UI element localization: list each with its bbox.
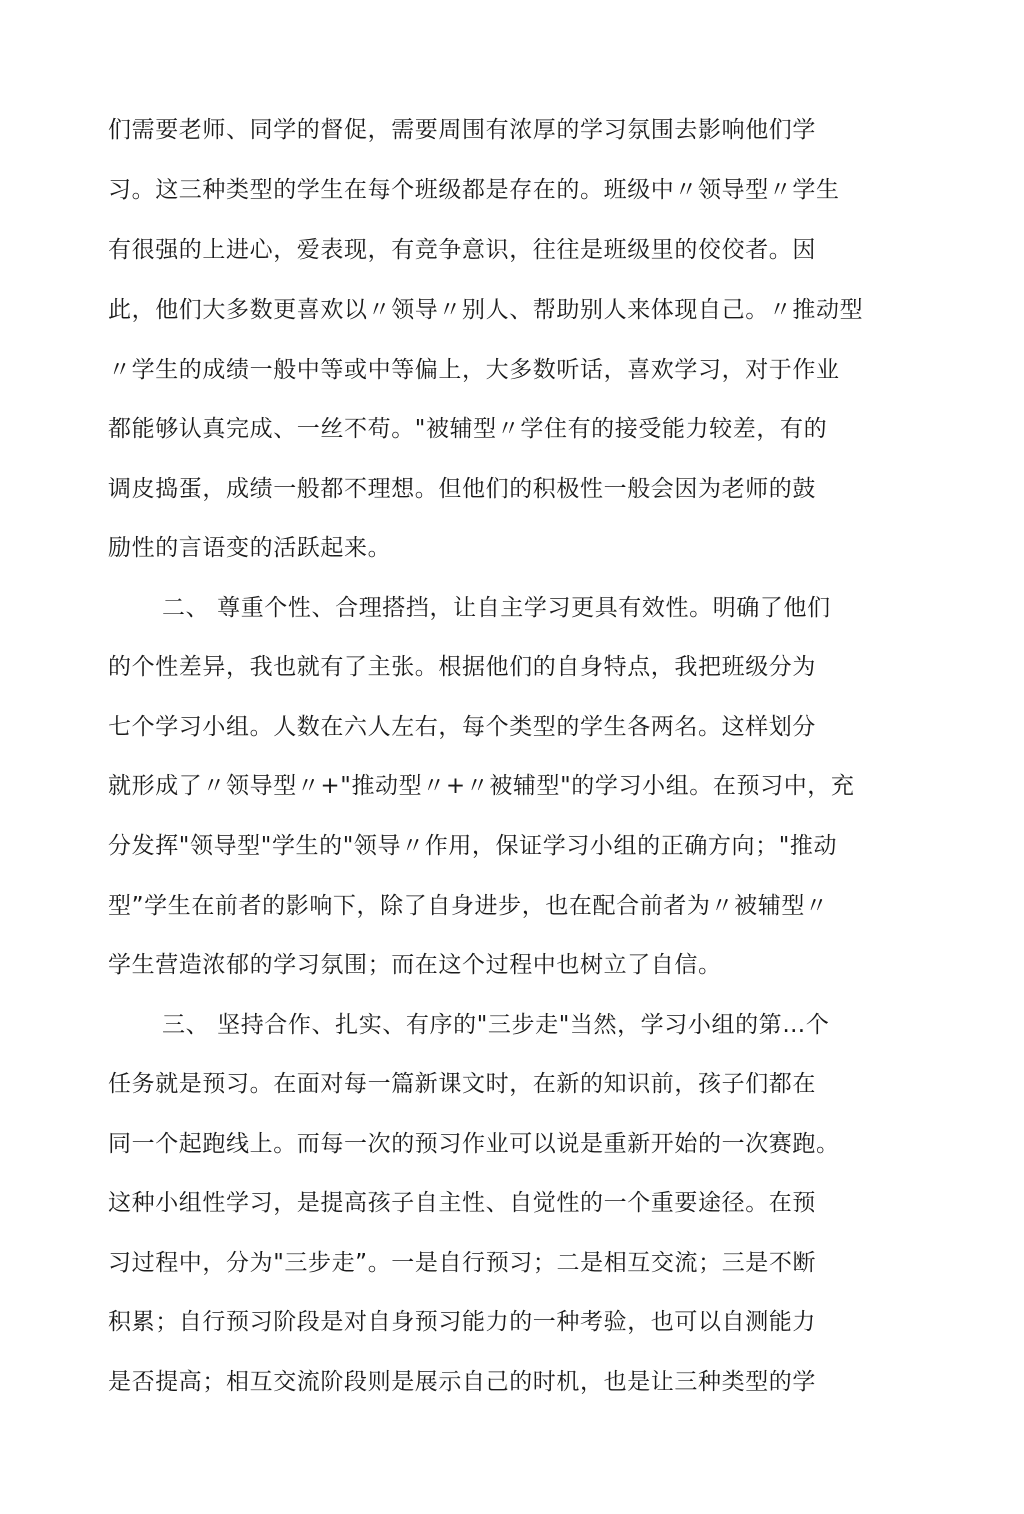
text-line: 们需要老师、同学的督促，需要周围有浓厚的学习氛围去影响他们学 [108, 117, 816, 143]
text-line: 调皮捣蛋，成绩一般都不理想。但他们的积极性一般会因为老师的鼓 [108, 476, 816, 502]
text-line: 学生营造浓郁的学习氛围；而在这个过程中也树立了自信。 [108, 952, 722, 978]
section-heading-2: 二、 尊重个性、合理搭挡，让自主学习更具有效性。明确了他们 [162, 595, 831, 621]
text-line: 这种小组性学习，是提高孩子自主性、自觉性的一个重要途径。在预 [108, 1190, 816, 1216]
text-line: 此，他们大多数更喜欢以〃领导〃别人、帮助别人来体现自己。〃推动型 [108, 297, 864, 323]
text-line: 都能够认真完成、一丝不苟。"被辅型〃学住有的接受能力较差，有的 [108, 416, 828, 442]
text-line: 任务就是预习。在面对每一篇新课文时，在新的知识前，孩子们都在 [108, 1071, 816, 1097]
section-heading-3: 三、 坚持合作、扎实、有序的"三步走"当然，学习小组的第…个 [162, 1012, 830, 1038]
text-line: 分发挥"领导型"学生的"领导〃作用，保证学习小组的正确方向；"推动 [108, 833, 838, 859]
text-line: 〃学生的成绩一般中等或中等偏上，大多数听话，喜欢学习，对于作业 [108, 357, 840, 383]
text-line: 有很强的上进心，爱表现，有竞争意识，往往是班级里的佼佼者。因 [108, 237, 816, 263]
text-line: 是否提高；相互交流阶段则是展示自己的时机，也是让三种类型的学 [108, 1369, 816, 1395]
text-line: 就形成了〃领导型〃+"推动型〃+〃被辅型"的学习小组。在预习中，充 [108, 773, 855, 799]
text-line: 习过程中，分为"三步走”。一是自行预习；二是相互交流；三是不断 [108, 1250, 817, 1276]
text-line: 习。这三种类型的学生在每个班级都是存在的。班级中〃领导型〃学生 [108, 177, 840, 203]
text-line: 积累；自行预习阶段是对自身预习能力的一种考验，也可以自测能力 [108, 1309, 816, 1335]
text-line: 的个性差异，我也就有了主张。根据他们的自身特点，我把班级分为 [108, 654, 816, 680]
text-line: 型”学生在前者的影响下，除了自身进步，也在配合前者为〃被辅型〃 [108, 893, 829, 919]
text-line: 同一个起跑线上。而每一次的预习作业可以说是重新开始的一次赛跑。 [108, 1131, 840, 1157]
text-line: 七个学习小组。人数在六人左右，每个类型的学生各两名。这样划分 [108, 714, 816, 740]
text-line: 励性的言语变的活跃起来。 [108, 535, 392, 561]
